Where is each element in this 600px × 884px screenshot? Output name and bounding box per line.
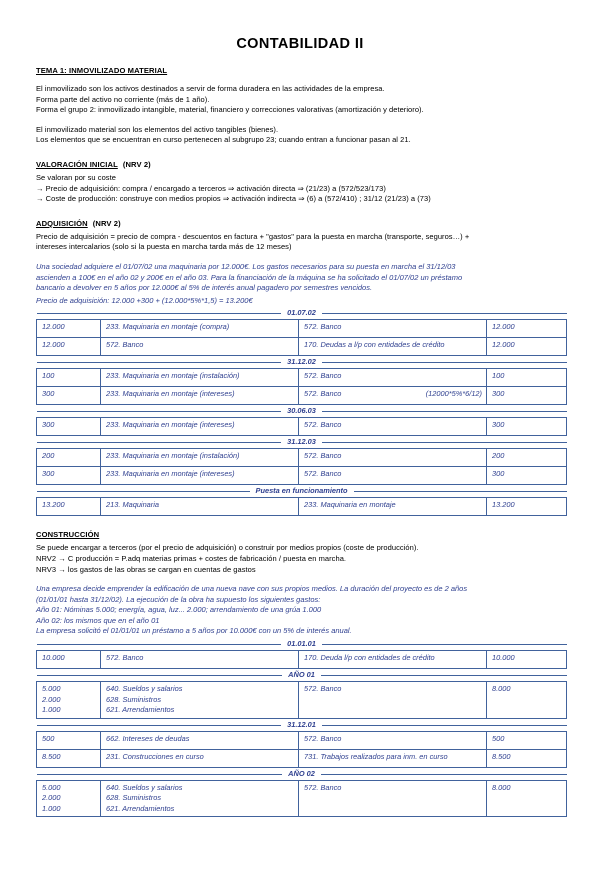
credit-amount-cell: 12.000 xyxy=(487,338,567,356)
debit-amount-cell: 300 xyxy=(37,387,101,405)
section-valoracion-inicial xyxy=(36,160,566,169)
debit-amount-cell: 12.000 xyxy=(37,338,101,356)
intro-line-3: Forma el grupo 2: inmovilizado intangible, material, financiero y correcciones valorativas (amortización y deterioro). xyxy=(36,105,424,115)
document-page xyxy=(0,36,600,884)
journal-date-separator: 30.06.03 xyxy=(37,405,567,417)
journal-table-adquisicion-wrapper xyxy=(36,307,566,516)
journal-date-separator: AÑO 01 xyxy=(37,669,567,681)
debit-amount-cell: 100 xyxy=(37,369,101,387)
credit-account-cell: 572. Banco xyxy=(299,780,487,817)
journal-date-separator: 31.12.03 xyxy=(37,436,567,448)
credit-amount-cell: 300 xyxy=(487,467,567,485)
journal-date-separator: 31.12.01 xyxy=(37,719,567,731)
credit-amount-cell: 8.500 xyxy=(487,749,567,767)
debit-amount-cell: 10.000 xyxy=(37,651,101,669)
valoracion-line-3: → Coste de producción: construye con medios propios ⇒ activación indirecta ⇒ (6) a (572/410) ; 31/12 (21/23) a (73) xyxy=(36,194,431,204)
table-row xyxy=(37,387,567,405)
table-row xyxy=(37,651,567,669)
credit-amount-cell: 500 xyxy=(487,731,567,749)
debit-amount-cell: 5.000 2.000 1.000 xyxy=(37,682,101,719)
topic-heading xyxy=(36,66,566,75)
adquisicion-paragraph xyxy=(36,232,566,253)
debit-account-cell: 233. Maquinaria en montaje (intereses) xyxy=(101,387,299,405)
journal-date-separator-row xyxy=(37,638,567,651)
credit-account-label: 572. Banco xyxy=(304,389,342,399)
debit-account-cell: 640. Sueldos y salarios 628. Suministros 621. Arrendamientos xyxy=(101,682,299,719)
debit-account-cell: 233. Maquinaria en montaje (intereses) xyxy=(101,418,299,436)
section-valoracion-heading: VALORACIÓN INICIAL xyxy=(36,159,118,169)
adquisicion-case-line-4: Precio de adquisición: 12.000 +300 + (12.000*5%*1,5) = 13.200€ xyxy=(36,295,253,305)
debit-amount-cell: 8.500 xyxy=(37,749,101,767)
table-row xyxy=(37,780,567,817)
debit-amount-cell: 500 xyxy=(37,731,101,749)
intro-line-4: El inmovilizado material son los elementos del activo tangibles (bienes). xyxy=(36,124,279,134)
debit-account-cell: 662. Intereses de deudas xyxy=(101,731,299,749)
page-title: CONTABILIDAD II xyxy=(236,36,364,52)
journal-date-separator: AÑO 02 xyxy=(37,768,567,780)
section-construccion-heading: CONSTRUCCIÓN xyxy=(36,530,100,540)
section-construccion xyxy=(36,530,566,539)
debit-amount-cell: 12.000 xyxy=(37,320,101,338)
debit-amount-cell: 5.000 2.000 1.000 xyxy=(37,780,101,817)
intro-paragraph-1 xyxy=(36,84,566,116)
journal-date-separator-row xyxy=(37,405,567,418)
credit-account-cell: 572. Banco xyxy=(299,418,487,436)
credit-account-cell xyxy=(299,387,487,405)
intro-line-2: Forma parte del activo no corriente (más de 1 año). xyxy=(36,94,210,104)
adquisicion-line-1: Precio de adquisición = precio de compra - descuentos en factura + "gastos" para la puesta en marcha (transporte, seguros…) + xyxy=(36,231,470,241)
construccion-line-2: NRV2 → C producción = P.adq materias primas + costes de fabricación / puesta en marcha. xyxy=(36,553,347,563)
debit-amount-cell: 200 xyxy=(37,449,101,467)
debit-account-cell: 233. Maquinaria en montaje (instalación) xyxy=(101,369,299,387)
debit-account-cell: 233. Maquinaria en montaje (intereses) xyxy=(101,467,299,485)
construccion-line-1: Se puede encargar a terceros (por el precio de adquisición) o construir por medios propios (coste de producción). xyxy=(36,543,419,553)
credit-account-cell: 572. Banco xyxy=(299,682,487,719)
journal-table-construccion xyxy=(36,638,567,817)
debit-account-cell: 640. Sueldos y salarios 628. Suministros 621. Arrendamientos xyxy=(101,780,299,817)
adquisicion-case-line-2: ascienden a 100€ en el año 02 y 200€ en el año 03. Para la financiación de la máquina se ha solicitado el 01/07/02 un préstamo xyxy=(36,272,463,282)
document-body xyxy=(0,66,600,817)
journal-date-separator-row xyxy=(37,436,567,449)
table-row xyxy=(37,682,567,719)
credit-account-note: (12000*5%*6/12) xyxy=(425,389,482,399)
construccion-case-statement xyxy=(36,584,566,637)
credit-amount-cell: 300 xyxy=(487,387,567,405)
valoracion-line-1: Se valoran por su coste xyxy=(36,172,116,182)
journal-date-separator: 01.07.02 xyxy=(37,307,567,319)
table-row xyxy=(37,731,567,749)
table-row xyxy=(37,749,567,767)
section-adquisicion-heading: ADQUISICIÓN xyxy=(36,218,88,228)
journal-table-adquisicion xyxy=(36,307,567,516)
credit-amount-cell: 10.000 xyxy=(487,651,567,669)
table-row xyxy=(37,320,567,338)
construccion-case-line-2: (01/01/01 hasta 31/12/02). La ejecución de la obra ha supuesto los siguientes gastos: xyxy=(36,594,321,604)
credit-account-cell: 233. Maquinaria en montaje xyxy=(299,498,487,516)
debit-account-cell: 233. Maquinaria en montaje (compra) xyxy=(101,320,299,338)
intro-paragraph-2 xyxy=(36,125,566,146)
debit-account-cell: 231. Construcciones en curso xyxy=(101,749,299,767)
table-row xyxy=(37,369,567,387)
credit-account-cell: 572. Banco xyxy=(299,731,487,749)
credit-account-cell: 170. Deuda l/p con entidades de crédito xyxy=(299,651,487,669)
debit-amount-cell: 13.200 xyxy=(37,498,101,516)
debit-amount-cell: 300 xyxy=(37,467,101,485)
construccion-case-line-1: Una empresa decide emprender la edificación de una nueva nave con sus propios medios. La duración del proyecto es de 2 años xyxy=(36,584,468,594)
debit-account-cell: 572. Banco xyxy=(101,338,299,356)
debit-amount-cell: 300 xyxy=(37,418,101,436)
adquisicion-case-line-1: Una sociedad adquiere el 01/07/02 una maquinaria por 12.000€. Los gastos necesarios para su puesta en marcha el 31/12/03 xyxy=(36,261,456,271)
journal-date-separator-row xyxy=(37,485,567,498)
journal-date-separator-row xyxy=(37,356,567,369)
table-row xyxy=(37,467,567,485)
intro-line-5: Los elementos que se encuentran en curso pertenecen al subgrupo 23; cuando entran a funcionar pasan al 21. xyxy=(36,135,411,145)
valoracion-line-2: → Precio de adquisición: compra / encargado a terceros ⇒ activación directa ⇒ (21/23) a (572/523/173) xyxy=(36,183,386,193)
journal-date-separator-row xyxy=(37,767,567,780)
section-adquisicion-nrv: (NRV 2) xyxy=(92,218,121,228)
journal-date-separator: 31.12.02 xyxy=(37,356,567,368)
adquisicion-case-line-3: bancario a devolver en 5 años por 12.000€ al 5% de interés anual pagadero por semestres vencidos. xyxy=(36,283,373,293)
credit-amount-cell: 100 xyxy=(487,369,567,387)
topic-heading-text: TEMA 1: INMOVILIZADO MATERIAL xyxy=(36,66,168,75)
construccion-case-line-3: Año 01: Nóminas 5.000; energía, agua, luz... 2.000; arrendamiento de una grúa 1.000 xyxy=(36,605,322,615)
adquisicion-case-statement xyxy=(36,262,566,294)
journal-date-separator-row xyxy=(37,718,567,731)
adquisicion-line-2: intereses intercalarios (solo si la puesta en marcha tarda más de 12 meses) xyxy=(36,242,292,252)
journal-date-separator: 01.01.01 xyxy=(37,638,567,650)
credit-amount-cell: 8.000 xyxy=(487,780,567,817)
credit-amount-cell: 12.000 xyxy=(487,320,567,338)
construccion-line-3: NRV3 → los gastos de las obras se cargan en cuentas de gastos xyxy=(36,564,256,574)
credit-account-cell: 572. Banco xyxy=(299,467,487,485)
section-valoracion-nrv: (NRV 2) xyxy=(122,159,151,169)
adquisicion-case-result xyxy=(36,296,566,307)
intro-line-1: El inmovilizado son los activos destinados a servir de forma duradera en las actividades de la empresa. xyxy=(36,84,385,93)
table-row xyxy=(37,338,567,356)
valoracion-paragraph xyxy=(36,173,566,205)
journal-date-separator: Puesta en funcionamiento xyxy=(37,485,567,497)
table-row xyxy=(37,418,567,436)
credit-amount-cell: 8.000 xyxy=(487,682,567,719)
credit-account-cell: 572. Banco xyxy=(299,449,487,467)
credit-amount-cell: 200 xyxy=(487,449,567,467)
journal-table-adquisicion-body xyxy=(37,307,567,516)
table-row xyxy=(37,449,567,467)
credit-account-cell: 572. Banco xyxy=(299,320,487,338)
table-row xyxy=(37,498,567,516)
journal-date-separator-row xyxy=(37,669,567,682)
journal-table-construccion-wrapper xyxy=(36,638,566,817)
credit-account-cell: 170. Deudas a l/p con entidades de crédito xyxy=(299,338,487,356)
credit-account-cell: 572. Banco xyxy=(299,369,487,387)
credit-account-cell: 731. Trabajos realizados para inm. en curso xyxy=(299,749,487,767)
section-adquisicion xyxy=(36,219,566,228)
credit-amount-cell: 13.200 xyxy=(487,498,567,516)
construccion-case-line-5: La empresa solicitó el 01/01/01 un préstamo a 5 años por 10.000€ con un 5% de interés anual. xyxy=(36,626,352,636)
journal-date-separator-row xyxy=(37,307,567,320)
credit-amount-cell: 300 xyxy=(487,418,567,436)
debit-account-cell: 233. Maquinaria en montaje (instalación) xyxy=(101,449,299,467)
journal-table-construccion-body xyxy=(37,638,567,817)
construccion-case-line-4: Año 02: los mismos que en el año 01 xyxy=(36,615,160,625)
construccion-paragraph xyxy=(36,543,566,575)
debit-account-cell: 213. Maquinaria xyxy=(101,498,299,516)
debit-account-cell: 572. Banco xyxy=(101,651,299,669)
